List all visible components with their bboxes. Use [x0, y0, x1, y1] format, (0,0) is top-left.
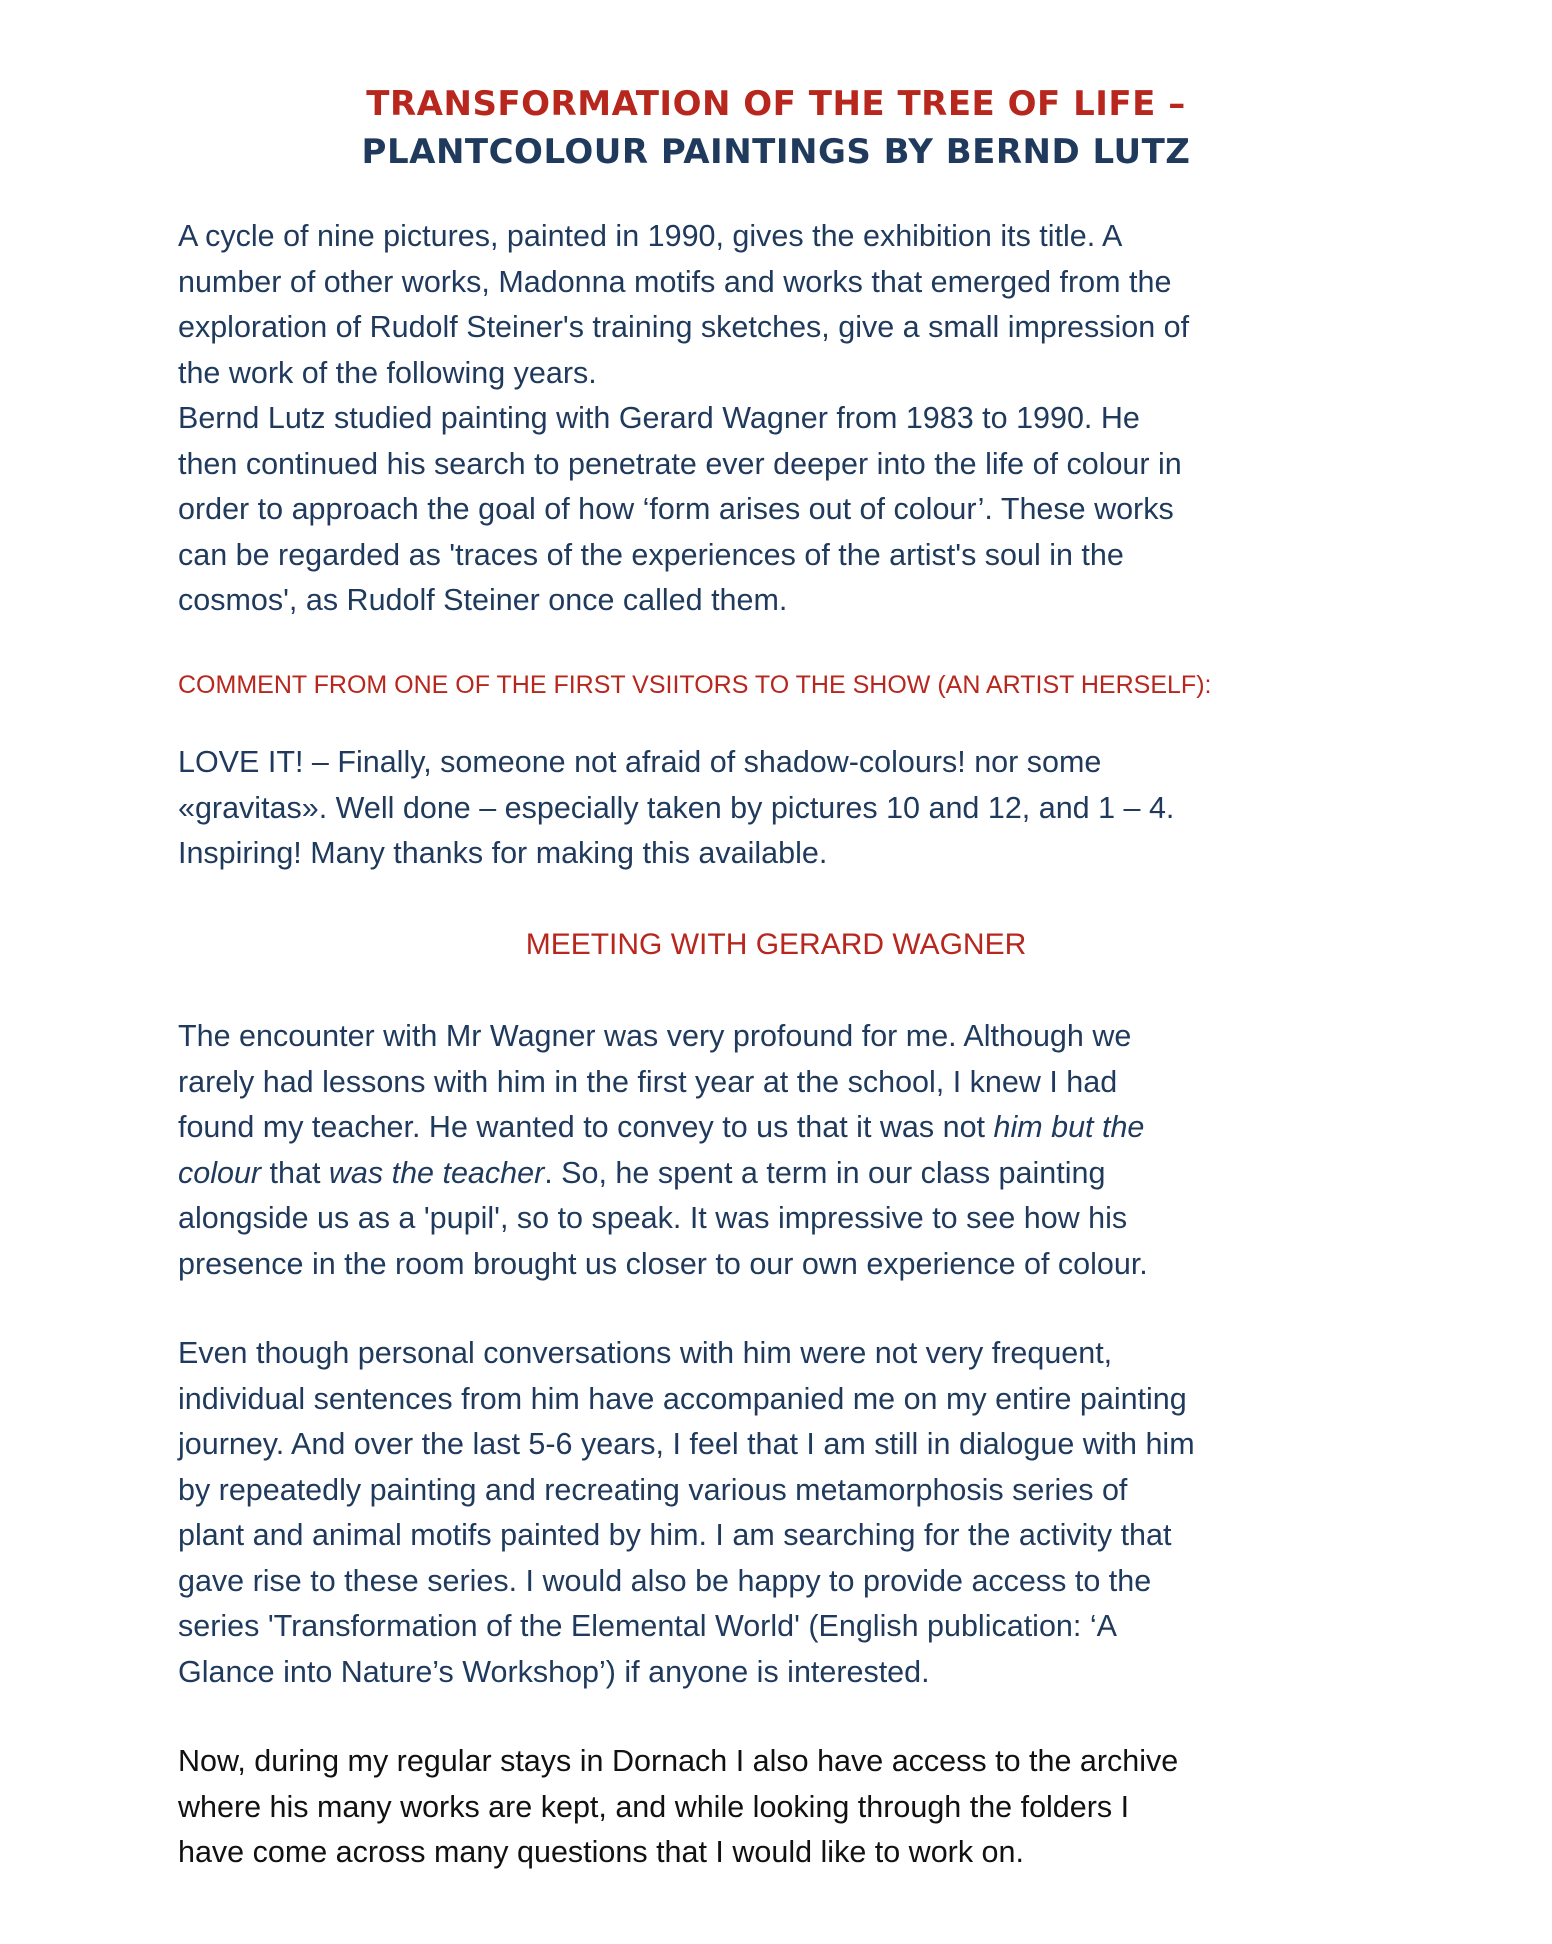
text-line: can be regarded as 'traces of the experiences of the artist's soul in the [178, 537, 1124, 572]
text-line: number of other works, Madonna motifs and works that emerged from the [178, 264, 1172, 299]
meeting-paragraph-3 [178, 1739, 1403, 1876]
text-line: then continued his search to penetrate ever deeper into the life of colour in [178, 446, 1182, 481]
title-line-2: PLANTCOLOUR PAINTINGS BY BERND LUTZ [361, 132, 1191, 172]
text-line: Inspiring! Many thanks for making this available. [178, 836, 828, 870]
italic-run: him but the [993, 1110, 1145, 1144]
text-line: LOVE IT! – Finally, someone not afraid of shadow-colours! nor some [178, 745, 1102, 779]
text-run: that [261, 1155, 329, 1190]
text-line: Bernd Lutz studied painting with Gerard Wagner from 1983 to 1990. He [178, 401, 1140, 435]
italic-run: was the teacher [328, 1155, 545, 1190]
text-line: gave rise to these series. I would also be happy to provide access to the [178, 1563, 1152, 1598]
text-line: by repeatedly painting and recreating various metamorphosis series of [178, 1472, 1128, 1507]
text-line: «gravitas». Well done – especially taken by pictures 10 and 12, and 1 – 4. [178, 790, 1175, 825]
text-line: series 'Transformation of the Elemental World' (English publication: ‘A [178, 1609, 1117, 1643]
meeting-paragraph-2 [178, 1331, 1403, 1695]
meeting-paragraph-1 [178, 1014, 1403, 1287]
intro-paragraph [178, 214, 1403, 624]
text-run: . So, he spent a term in our class painting [544, 1155, 1106, 1190]
title-line-1: TRANSFORMATION OF THE TREE OF LIFE – [366, 84, 1186, 124]
text-line: A cycle of nine pictures, painted in 1990, gives the exhibition its title. A [178, 219, 1123, 253]
text-line: have come across many questions that I would like to work on. [178, 1835, 1024, 1869]
text-line: Even though personal conversations with him were not very frequent, [178, 1336, 1113, 1370]
text-line: presence in the room brought us closer to our own experience of colour. [178, 1246, 1148, 1281]
comment-heading: COMMENT FROM ONE OF THE FIRST VSIITORS TO THE SHOW (AN ARTIST HERSELF): [178, 671, 1212, 699]
section-heading-meeting: MEETING WITH GERARD WAGNER [525, 928, 1027, 961]
page-title [0, 80, 1552, 176]
text-line: order to approach the goal of how ‘form arises out of colour’. These works [178, 492, 1174, 526]
text-line: Now, during my regular stays in Dornach I also have access to the archive [178, 1744, 1179, 1778]
text-line: cosmos', as Rudolf Steiner once called them. [178, 583, 788, 617]
text-line [178, 1151, 1403, 1197]
italic-run: colour [178, 1155, 262, 1190]
comment-paragraph [178, 740, 1403, 877]
text-line: exploration of Rudolf Steiner's training sketches, give a small impression of [178, 310, 1190, 344]
text-line: rarely had lessons with him in the first year at the school, I knew I had [178, 1064, 1118, 1099]
text-line: Glance into Nature’s Workshop’) if anyone is interested. [178, 1654, 930, 1689]
text-line: where his many works are kept, and while looking through the folders I [178, 1789, 1130, 1824]
text-line: individual sentences from him have accompanied me on my entire painting [178, 1381, 1187, 1416]
text-line [178, 1105, 1403, 1151]
text-run: found my teacher. He wanted to convey to us that it was not [178, 1110, 994, 1144]
text-line: The encounter with Mr Wagner was very profound for me. Although we [178, 1019, 1132, 1053]
text-line: journey. And over the last 5-6 years, I feel that I am still in dialogue with him [178, 1427, 1195, 1461]
text-line: the work of the following years. [178, 355, 597, 390]
text-line: plant and animal motifs painted by him. I am searching for the activity that [178, 1518, 1172, 1552]
text-line: alongside us as a 'pupil', so to speak. It was impressive to see how his [178, 1201, 1128, 1235]
